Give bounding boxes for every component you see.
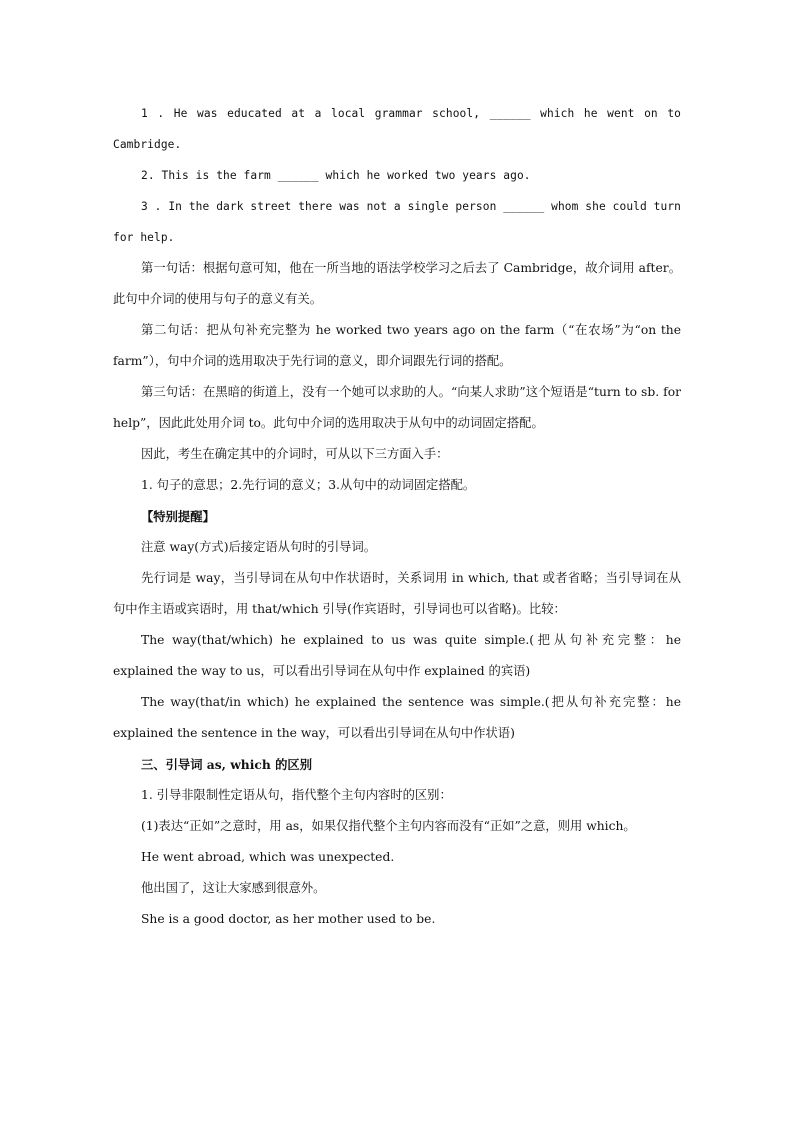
question-1: 1 . He was educated at a local grammar school, ______ which he went on to Cambridge. [113,107,681,151]
section-three-subpoint-1: (1)表达“正如”之意时，用 as，如果仅指代整个主句内容而没有“正如”之意，则用 which。 [141,819,636,833]
analysis-2: 第二句话：把从句补充完整为 he worked two years ago on the farm（“在农场”为“on the farm”），句中介词的选用取决于先行词的意义，即介词跟先行词的搭配。 [113,323,681,368]
analysis-3: 第三句话：在黑暗的街道上，没有一个她可以求助的人。“向某人求助”这个短语是“turn to sb. for help”，因此此处用介词 to。此句中介词的选用取决于从句中的动词固定搭配。 [113,385,681,430]
document-body [113,98,681,935]
reminder-explanation: 先行词是 way，当引导词在从句中作状语时，关系词用 in which, that 或者省略；当引导词在从句中作主语或宾语时，用 that/which 引导(作宾语时，引导词也可以省略)。比较： [113,571,681,616]
summary-points: 1. 句子的意思；2.先行词的意义；3.从句中的动词固定搭配。 [141,478,476,492]
example-2: The way(that/in which) he explained the sentence was simple.(把从句补充完整：he explained the sentence in the way，可以看出引导词在从句中作状语) [113,695,681,740]
section-three-point-1: 1. 引导非限制性定语从句，指代整个主句内容时的区别： [141,788,452,802]
analysis-1: 第一句话：根据句意可知，他在一所当地的语法学校学习之后去了 Cambridge，故介词用 after。此句中介词的使用与句子的意义有关。 [113,261,681,306]
example-en-1: He went abroad, which was unexpected. [141,850,395,864]
example-cn-1: 他出国了，这让大家感到很意外。 [141,881,326,895]
section-three-heading: 三、引导词 as, which 的区别 [141,757,313,772]
summary-intro: 因此，考生在确定其中的介词时，可从以下三方面入手： [141,447,449,461]
reminder-note: 注意 way(方式)后接定语从句时的引导词。 [141,540,377,554]
special-reminder-heading: 【特别提醒】 [141,509,215,524]
example-1: The way(that/which) he explained to us was quite simple.(把从句补充完整：he explained the way to us，可以看出引导词在从句中作 explained 的宾语) [113,633,681,678]
question-2: 2. This is the farm ______ which he worked two years ago. [141,169,531,182]
question-3: 3 . In the dark street there was not a single person ______ whom she could turn for help. [113,200,681,244]
example-en-2: She is a good doctor, as her mother used to be. [141,912,436,926]
